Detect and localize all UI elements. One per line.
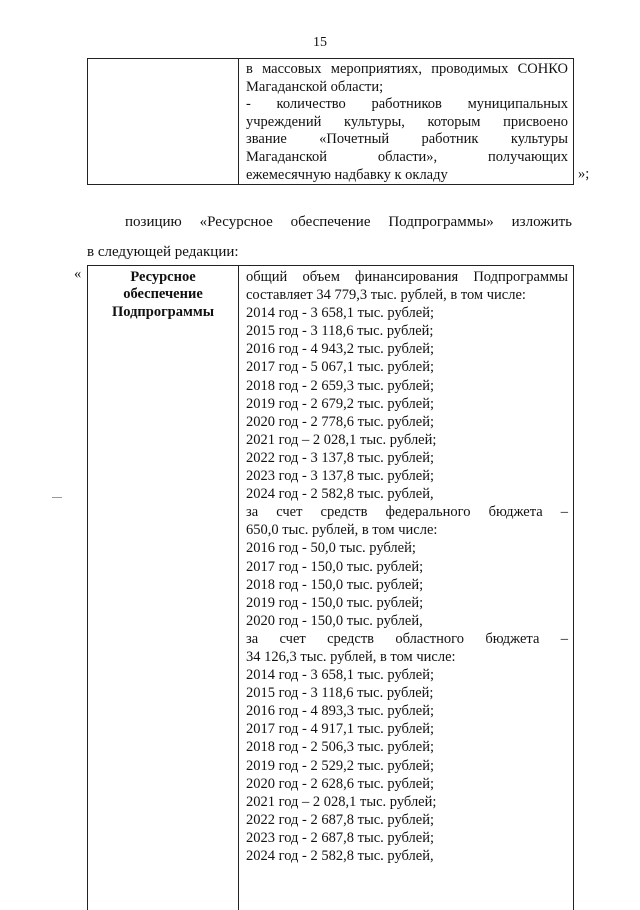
- funding-text-line: за счет средств областного бюджета –: [246, 630, 568, 647]
- funding-text-line: 650,0 тыс. рублей, в том числе:: [246, 522, 438, 539]
- resource-label-line: Подпрограммы: [111, 303, 215, 320]
- page-number: 15: [313, 35, 327, 50]
- funding-text-line: 2022 год - 3 137,8 тыс. рублей;: [246, 449, 434, 466]
- funding-text-line: 2018 год - 150,0 тыс. рублей;: [246, 576, 424, 593]
- funding-text-line: 2019 год - 2 679,2 тыс. рублей;: [246, 395, 434, 412]
- funding-text-line: 2020 год - 150,0 тыс. рублей,: [246, 612, 423, 629]
- funding-text-line: 2020 год - 2 628,6 тыс. рублей;: [246, 775, 434, 792]
- continuation-table: [87, 58, 574, 185]
- funding-text-line: 2015 год - 3 118,6 тыс. рублей;: [246, 323, 434, 340]
- resource-table-label-cell: [88, 266, 239, 910]
- continuation-table-right-cell: [240, 59, 574, 184]
- funding-text-line: 2014 год - 3 658,1 тыс. рублей;: [246, 305, 434, 322]
- resource-table: [87, 265, 574, 910]
- scan-artifact-mark: [52, 497, 62, 498]
- funding-text-line: 34 126,3 тыс. рублей, в том числе:: [246, 648, 456, 665]
- funding-text-line: 2017 год - 5 067,1 тыс. рублей;: [246, 359, 434, 376]
- funding-text-line: 2021 год – 2 028,1 тыс. рублей;: [246, 793, 437, 810]
- continuation-table-left-cell: [88, 59, 239, 184]
- resource-label-line: Ресурсное: [130, 269, 196, 285]
- continuation-text-line: звание «Почетный работник культуры: [246, 131, 568, 148]
- closing-quote: »;: [578, 166, 590, 182]
- funding-text-line: 2020 год - 2 778,6 тыс. рублей;: [246, 413, 434, 430]
- continuation-text-line: Магаданской области», получающих: [246, 148, 568, 165]
- funding-text-line: за счет средств федерального бюджета –: [246, 504, 568, 521]
- opening-quote: «: [74, 266, 82, 282]
- amendment-paragraph-line-2: в следующей редакции:: [87, 244, 239, 260]
- funding-text-line: 2024 год - 2 582,8 тыс. рублей,: [246, 486, 434, 503]
- amendment-paragraph-line-1: позицию «Ресурсное обеспечение Подпрограммы» изложить: [125, 214, 572, 230]
- funding-text-line: 2019 год - 2 529,2 тыс. рублей;: [246, 757, 434, 774]
- funding-text-line: 2021 год – 2 028,1 тыс. рублей;: [246, 431, 437, 448]
- continuation-text-line: ежемесячную надбавку к окладу: [246, 166, 448, 183]
- funding-text-line: 2023 год - 3 137,8 тыс. рублей;: [246, 468, 434, 485]
- funding-text-line: 2022 год - 2 687,8 тыс. рублей;: [246, 811, 434, 828]
- funding-text-line: 2016 год - 50,0 тыс. рублей;: [246, 540, 416, 557]
- continuation-text-line: Магаданской области;: [246, 78, 384, 95]
- funding-text-line: 2018 год - 2 506,3 тыс. рублей;: [246, 739, 434, 756]
- funding-text-line: 2014 год - 3 658,1 тыс. рублей;: [246, 667, 434, 684]
- funding-text-line: составляет 34 779,3 тыс. рублей, в том числе:: [246, 287, 526, 304]
- funding-text-line: 2017 год - 4 917,1 тыс. рублей;: [246, 721, 434, 738]
- funding-text-line: общий объем финансирования Подпрограммы: [246, 269, 568, 285]
- funding-text-line: 2024 год - 2 582,8 тыс. рублей,: [246, 848, 434, 864]
- funding-text-line: 2016 год - 4 943,2 тыс. рублей;: [246, 341, 434, 358]
- funding-text-line: 2019 год - 150,0 тыс. рублей;: [246, 594, 424, 611]
- funding-text-line: 2017 год - 150,0 тыс. рублей;: [246, 558, 424, 575]
- continuation-text-line: - количество работников муниципальных: [246, 96, 568, 113]
- funding-text-line: 2023 год - 2 687,8 тыс. рублей;: [246, 829, 434, 846]
- resource-table-content-cell: [240, 266, 574, 865]
- resource-label-line: обеспечение: [123, 286, 203, 303]
- continuation-text-line: учреждений культуры, которым присвоено: [246, 113, 568, 130]
- funding-text-line: 2016 год - 4 893,3 тыс. рублей;: [246, 703, 434, 720]
- funding-text-line: 2018 год - 2 659,3 тыс. рублей;: [246, 377, 434, 394]
- funding-text-line: 2015 год - 3 118,6 тыс. рублей;: [246, 685, 434, 702]
- continuation-text-line: в массовых мероприятиях, проводимых СОНКО: [246, 61, 568, 77]
